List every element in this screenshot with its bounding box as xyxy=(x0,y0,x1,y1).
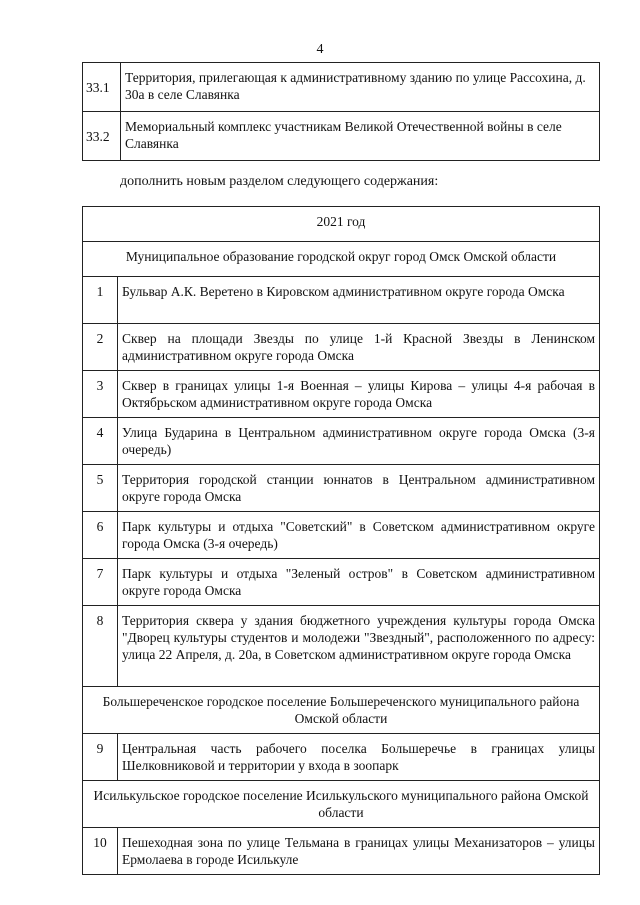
item-number: 7 xyxy=(83,559,118,606)
item-number: 10 xyxy=(83,828,118,875)
table-row xyxy=(83,112,600,161)
page-number: 4 xyxy=(316,42,324,57)
section-header-row xyxy=(83,687,600,734)
item-text: Парк культуры и отдыха "Советский" в Советском административном округе города Омска (3-я очередь) xyxy=(118,512,600,559)
item-number: 1 xyxy=(83,277,118,324)
section-title: Исилькульское городское поселение Исилькульского муниципального района Омской области xyxy=(83,781,600,828)
item-number: 9 xyxy=(83,734,118,781)
section-header-row xyxy=(83,242,600,277)
item-number: 2 xyxy=(83,324,118,371)
item-text: Территория городской станции юннатов в Центральном административном округе города Омска xyxy=(118,465,600,512)
item-text: Сквер на площади Звезды по улице 1-й Красной Звезды в Ленинском административном округе города Омска xyxy=(118,324,600,371)
item-text: Сквер в границах улицы 1-я Военная – улицы Кирова – улицы 4-я рабочая в Октябрьском административном округе города Омска xyxy=(118,371,600,418)
item-text: Пешеходная зона по улице Тельмана в границах улицы Механизаторов – улицы Ермолаева в городе Исилькуле xyxy=(118,828,600,875)
year-header-row xyxy=(83,207,600,242)
table-row xyxy=(83,606,600,687)
item-text: Территория, прилегающая к административному зданию по улице Рассохина, д. 30а в селе Славянка xyxy=(121,63,600,112)
item-number: 33.1 xyxy=(83,63,121,112)
table-row xyxy=(83,371,600,418)
table-row xyxy=(83,828,600,875)
section-title: Муниципальное образование городской округ город Омск Омской области xyxy=(83,242,600,277)
item-text: Центральная часть рабочего поселка Большеречье в границах улицы Шелковниковой и территории у входа в зоопарк xyxy=(118,734,600,781)
table-row xyxy=(83,559,600,606)
item-number: 6 xyxy=(83,512,118,559)
table-row xyxy=(83,512,600,559)
intro-paragraph: дополнить новым разделом следующего содержания: xyxy=(120,174,439,189)
table-row xyxy=(83,63,600,112)
item-text: Мемориальный комплекс участникам Великой Отечественной войны в селе Славянка xyxy=(121,112,600,161)
table-row xyxy=(83,277,600,324)
item-text: Бульвар А.К. Веретено в Кировском административном округе города Омска xyxy=(118,277,600,324)
table-row xyxy=(83,418,600,465)
item-number: 33.2 xyxy=(83,112,121,161)
table-row xyxy=(83,465,600,512)
section-header-row xyxy=(83,781,600,828)
item-text: Парк культуры и отдыха "Зеленый остров" в Советском административном округе города Омска xyxy=(118,559,600,606)
item-number: 3 xyxy=(83,371,118,418)
table-row xyxy=(83,324,600,371)
item-number: 8 xyxy=(83,606,118,687)
table-row xyxy=(83,734,600,781)
item-text: Улица Бударина в Центральном административном округе города Омска (3-я очередь) xyxy=(118,418,600,465)
previous-items-table xyxy=(82,62,600,161)
new-section-table xyxy=(82,206,600,875)
item-text: Территория сквера у здания бюджетного учреждения культуры города Омска "Дворец культуры студентов и молодежи "Звездный", расположенного по адресу: улица 22 Апреля, д. 20а, в Советском административном округе города Омска xyxy=(118,606,600,687)
section-title: Большереченское городское поселение Большереченского муниципального района Омской области xyxy=(83,687,600,734)
item-number: 5 xyxy=(83,465,118,512)
item-number: 4 xyxy=(83,418,118,465)
year-header: 2021 год xyxy=(83,207,600,242)
